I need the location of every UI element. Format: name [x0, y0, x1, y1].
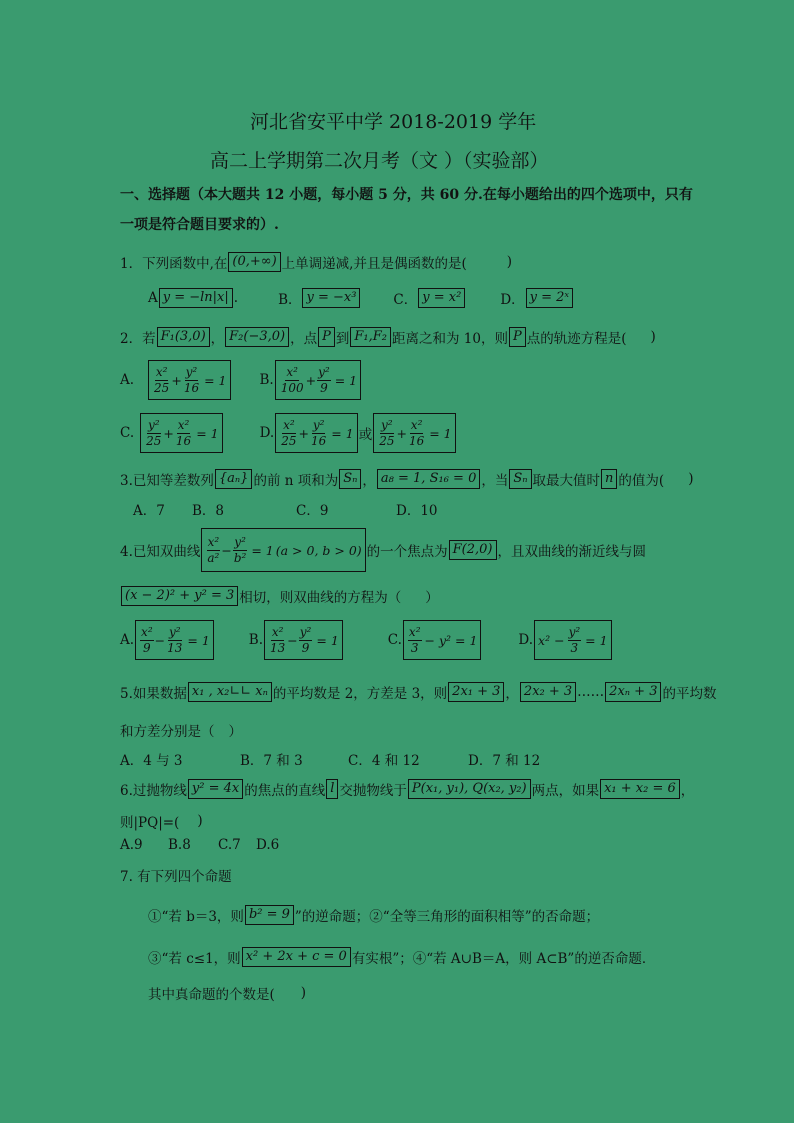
q5-text-c: 的平均数 — [662, 686, 717, 702]
q5-sep: ， — [505, 686, 519, 702]
q4-focus: F(2,0) — [449, 540, 497, 560]
question-6 — [120, 779, 694, 799]
q6-sum: x₁ + x₂ = 6 — [600, 779, 680, 799]
q3-option-d: D．10 — [396, 503, 438, 519]
q7-l2-a: ③“若 c≤1，则 — [148, 951, 241, 967]
q6-text-line2: 则|PQ|=( — [120, 815, 180, 831]
q3-text-b: 的前 n 项和为 — [253, 473, 339, 489]
q3-text-f: ) — [688, 471, 694, 487]
q3-text-e: 的值为( — [618, 473, 665, 489]
q2-text-d: 距离之和为 10，则 — [391, 331, 508, 347]
q7-l2-b: 有实根”；④“若 A∪B＝A，则 A⊂B”的逆否命题． — [351, 951, 656, 967]
section-heading-line1: 一、选择题（本大题共 12 小题，每小题 5 分，共 60 分.在每小题给出的四个选项中，只有 — [120, 187, 693, 203]
q2-text-b: ，点 — [290, 331, 318, 347]
q2-optD-equation-2: $\frac{\text{y²}}{25}$ + $\frac{\text{x²}}{16}$ = 1 — [373, 413, 455, 453]
q1-optA-label: A — [148, 290, 158, 306]
q6-option-c: C.7 — [218, 837, 241, 853]
q3-option-b: B．8 — [192, 503, 225, 519]
q4-optD-label: D. — [518, 632, 534, 648]
q2-f1: F₁(3,0) — [157, 327, 210, 347]
q3-text-a: 3.已知等差数列 — [120, 473, 214, 489]
section-heading-line2: 一项是符合题目要求的）. — [120, 217, 279, 233]
q6-text-d: 两点，如果 — [531, 783, 600, 799]
q5-expr-1: 2x₁ + 3 — [448, 682, 504, 702]
q1-optB-label: B． — [278, 292, 302, 308]
q1-optA: y = −ln|x| — [159, 288, 233, 308]
q7-l3: 其中真命题的个数是( — [148, 987, 275, 1003]
q4-options — [120, 620, 613, 660]
question-3 — [120, 469, 693, 489]
q5-data: x₁ , x₂∟∟ xₙ — [188, 682, 272, 702]
q6-text-c: 交抛物线于 — [339, 783, 407, 799]
q7-l3b: ) — [300, 985, 307, 1001]
q2-point-p: P — [318, 327, 335, 347]
q1-optC-label: C． — [393, 292, 418, 308]
q4-optD-equation: x² − $\frac{\text{y²}}{3}$ = 1 — [534, 620, 612, 660]
q3-n: n — [601, 469, 617, 489]
q3-sn: Sₙ — [339, 469, 361, 489]
q1-optA-end: . — [233, 290, 239, 306]
q2-options-cd — [120, 413, 457, 453]
q4-text-d: 相切，则双曲线的方程为（ — [239, 590, 402, 606]
q7-line2 — [148, 947, 655, 967]
q2-or: 或 — [358, 427, 373, 443]
q2-foci: F₁,F₂ — [350, 327, 391, 347]
q2-optA-label: A. — [120, 372, 135, 388]
q5-text-f: ） — [228, 724, 242, 740]
q2-options-ab — [120, 360, 362, 400]
q7-l2-box: x² + 2x + c = 0 — [242, 947, 351, 967]
q4-line2 — [120, 586, 439, 606]
q2-optD-label: D. — [259, 425, 275, 441]
q3-option-c: C．9 — [296, 503, 329, 519]
q1-optD-label: D． — [500, 292, 525, 308]
q6-text-a: 6.过抛物线 — [120, 783, 187, 799]
q4-text-c: ，且双曲线的渐近线与圆 — [497, 544, 646, 560]
q2-optA-equation: $\frac{\text{x²}}{25}$ + $\frac{\text{y²}}{16}$ = 1 — [148, 360, 230, 400]
q5-option-d: D．7 和 12 — [468, 753, 541, 769]
question-2 — [120, 327, 656, 347]
q5-expr-2: 2x₂ + 3 — [520, 682, 576, 702]
question-1 — [120, 252, 512, 272]
q4-hyperbola: $\frac{\text{x²}}{\text{a²}}$ − $\frac{\text{y²}}{\text{b²}}$ = 1 (a > 0, b > 0) — [201, 528, 365, 572]
q2-f2: F₂(−3,0) — [225, 327, 289, 347]
q6-text-b: 的焦点的直线 — [244, 783, 326, 799]
q2-text-e: 点的轨迹方程是( — [526, 331, 627, 347]
q2-sep: ， — [210, 331, 225, 347]
q2-optC-equation: $\frac{\text{y²}}{25}$ + $\frac{\text{x²}}{16}$ = 1 — [140, 413, 222, 453]
q7-title: 7. 有下列四个命题 — [120, 869, 232, 885]
exam-title-line1: 河北省安平中学 2018-2019 学年 — [250, 111, 537, 133]
q4-text-e: ） — [425, 590, 439, 606]
q5-option-c: C．4 和 12 — [348, 753, 420, 769]
q7-l1-box: b² = 9 — [245, 905, 294, 925]
q1-interval: (0,+∞) — [228, 252, 280, 272]
q7-l1-a: ①“若 b＝3，则 — [148, 909, 244, 925]
q6-parabola: y² = 4x — [188, 779, 243, 799]
q1-text-c: ) — [506, 254, 513, 270]
q4-optA-equation: $\frac{\text{x²}}{9}$ − $\frac{\text{y²}}{13}$ = 1 — [135, 620, 214, 660]
q4-optA-label: A. — [120, 632, 135, 648]
q2-text-f: ) — [650, 329, 656, 345]
q3-text-d: 取最大值时 — [532, 473, 601, 489]
q3-text-c: ，当 — [481, 473, 509, 489]
q1-options — [148, 288, 574, 308]
q5-dots: …… — [577, 684, 605, 700]
q5-text-a: 5.如果数据 — [120, 686, 187, 702]
q2-optC-label: C. — [120, 425, 135, 441]
q4-text-b: 的一个焦点为 — [366, 544, 448, 560]
q2-point-p2: P — [509, 327, 526, 347]
q6-line2 — [120, 811, 203, 831]
q7-line3 — [148, 983, 306, 1003]
q2-optB-equation: $\frac{\text{x²}}{100}$ + $\frac{\text{y²}}{9}$ = 1 — [275, 360, 361, 400]
q1-optC: y = x² — [418, 288, 465, 308]
q6-option-d: D.6 — [256, 837, 280, 853]
question-4 — [120, 528, 646, 572]
q2-optD-equation-1: $\frac{\text{x²}}{25}$ + $\frac{\text{y²}}{16}$ = 1 — [275, 413, 357, 453]
q4-optC-label: C. — [387, 632, 402, 648]
q2-text-a: 2．若 — [120, 331, 156, 347]
q1-text-a: 1．下列函数中,在 — [120, 256, 228, 272]
q5-line2 — [120, 720, 242, 740]
q5-text-b: 的平均数是 2，方差是 3，则 — [272, 686, 448, 702]
q7-line1 — [148, 905, 599, 925]
q4-optB-equation: $\frac{\text{x²}}{13}$ − $\frac{\text{y²}}{9}$ = 1 — [264, 620, 343, 660]
q6-points: P(x₁, y₁), Q(x₂, y₂) — [408, 779, 531, 799]
question-5 — [120, 682, 716, 702]
q6-text-e: ， — [680, 783, 695, 799]
q4-optC-equation: $\frac{\text{x²}}{3}$ − y² = 1 — [403, 620, 481, 660]
q3-sn2: Sₙ — [509, 469, 531, 489]
q3-sequence: {aₙ} — [215, 469, 253, 489]
q4-circle: (x − 2)² + y² = 3 — [121, 586, 238, 606]
q6-line-l: l — [326, 779, 338, 799]
q2-text-c: 到 — [335, 331, 350, 347]
q4-text-a: 4.已知双曲线 — [120, 544, 201, 560]
q5-option-b: B．7 和 3 — [240, 753, 303, 769]
q5-option-a: A．4 与 3 — [120, 753, 183, 769]
q6-option-b: B.8 — [168, 837, 191, 853]
q3-option-a: A．7 — [133, 503, 165, 519]
q4-optB-label: B. — [248, 632, 264, 648]
q1-optD: y = 2ˣ — [526, 288, 573, 308]
q3-condition: a₈ = 1, S₁₆ = 0 — [377, 469, 480, 489]
q7-l1-b: ”的逆命题；②“全等三角形的面积相等”的否命题； — [294, 909, 600, 925]
q6-text-line2b: ) — [197, 813, 203, 829]
q1-optB: y = −x³ — [302, 288, 360, 308]
q3-sep: ， — [362, 473, 376, 489]
q2-optB-label: B. — [259, 372, 274, 388]
q6-option-a: A.9 — [120, 837, 143, 853]
q1-text-b: 上单调递减,并且是偶函数的是( — [281, 256, 467, 272]
q5-expr-n: 2xₙ + 3 — [605, 682, 661, 702]
exam-title-line2: 高二上学期第二次月考（文 ）（实验部） — [210, 150, 549, 172]
q5-text-d: 和方差分别是（ — [120, 724, 215, 740]
